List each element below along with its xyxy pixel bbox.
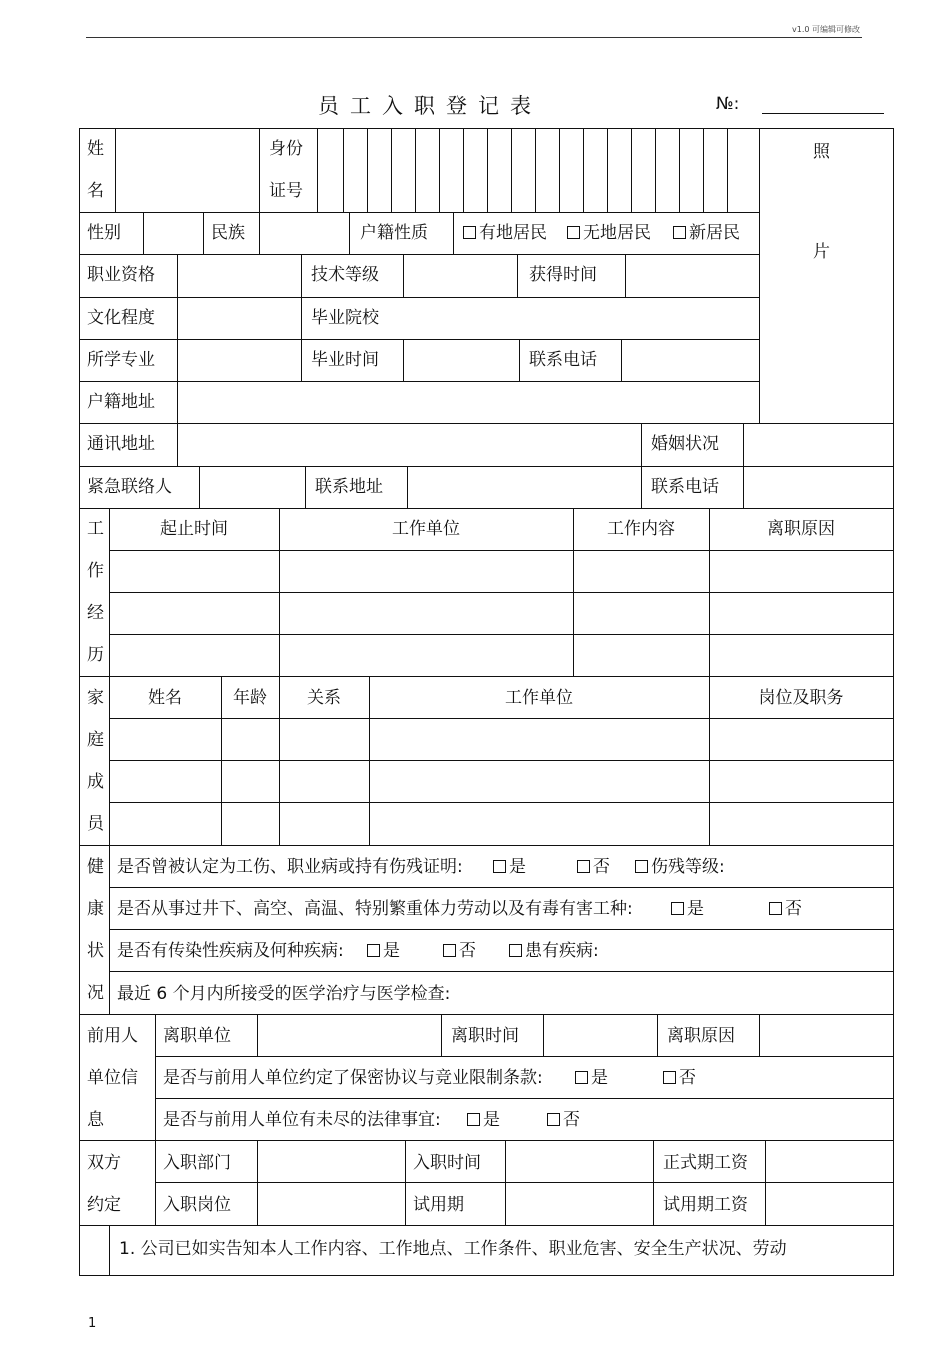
checkbox-icon[interactable] <box>467 1113 480 1126</box>
version-label: v1.0 可编辑可修改 <box>792 25 860 34</box>
rule <box>79 212 759 213</box>
rule <box>305 466 306 508</box>
rule <box>115 128 116 212</box>
family-header-name: 姓名 <box>148 688 182 708</box>
option-label: 患有疾病: <box>525 941 599 961</box>
rule <box>317 128 318 212</box>
emergency-contact-label: 紧急联络人 <box>87 477 172 497</box>
rule <box>517 254 518 297</box>
rule <box>403 339 404 381</box>
rule <box>367 128 368 212</box>
rule <box>109 634 894 635</box>
rule <box>259 212 260 254</box>
clause-1: 1. 公司已如实告知本人工作内容、工作地点、工作条件、职业危害、安全生产状况、劳动 <box>119 1239 787 1259</box>
name-label-1: 姓 <box>87 139 104 159</box>
rule <box>259 128 260 212</box>
family-header-company: 工作单位 <box>505 688 573 708</box>
checkbox-icon[interactable] <box>663 1071 676 1084</box>
prev-side-3: 息 <box>87 1110 104 1130</box>
option-label: 是 <box>687 899 704 919</box>
health-q3: 是否有传染性疾病及何种疾病: <box>117 941 344 961</box>
rule <box>79 254 759 255</box>
mail-address-label: 通讯地址 <box>87 434 155 454</box>
header-rule <box>86 37 862 38</box>
contact-address-label: 联系地址 <box>315 477 383 497</box>
option-label: 否 <box>459 941 476 961</box>
rule <box>79 466 894 467</box>
rule <box>511 128 512 212</box>
option-label: 否 <box>593 857 610 877</box>
regular-salary-label: 正式期工资 <box>663 1153 748 1173</box>
rule <box>109 929 894 930</box>
rule <box>109 550 894 551</box>
education-label: 文化程度 <box>87 308 155 328</box>
rule <box>727 128 728 212</box>
rule <box>703 128 704 212</box>
rule <box>155 1098 894 1099</box>
prev-q2-yes[interactable] <box>467 1110 500 1130</box>
rule <box>343 128 344 212</box>
rule <box>109 592 894 593</box>
rule <box>655 128 656 212</box>
school-label: 毕业院校 <box>311 308 379 328</box>
photo-label-1: 照 <box>813 142 830 162</box>
registration-form <box>79 128 894 1276</box>
work-side-3: 经 <box>87 603 104 623</box>
hukou-type-label: 户籍性质 <box>360 223 428 243</box>
id-card-label-1: 身份 <box>269 139 303 159</box>
checkbox-icon[interactable] <box>635 860 648 873</box>
option-label: 否 <box>563 1110 580 1130</box>
rule <box>625 254 626 297</box>
hukou-option-label: 新居民 <box>689 223 740 243</box>
gender-label: 性别 <box>87 223 121 243</box>
rule <box>79 381 759 382</box>
id-card-label-2: 证号 <box>269 181 303 201</box>
position-label: 入职岗位 <box>163 1195 231 1215</box>
rule <box>109 845 110 1014</box>
leave-reason-label: 离职原因 <box>667 1026 735 1046</box>
prev-q1: 是否与前用人单位约定了保密协议与竞业限制条款: <box>163 1068 543 1088</box>
checkbox-icon[interactable] <box>673 226 686 239</box>
rule <box>583 128 584 212</box>
rule <box>453 212 454 254</box>
rule <box>79 297 759 298</box>
rule <box>109 760 894 761</box>
rule <box>403 254 404 297</box>
rule <box>79 845 894 846</box>
agreement-side-2: 约定 <box>87 1195 121 1215</box>
rule <box>463 128 464 212</box>
health-q1: 是否曾被认定为工伤、职业病或持有伤残证明: <box>117 857 463 877</box>
family-side-1: 家 <box>87 688 104 708</box>
health-q3-yes[interactable] <box>367 941 400 961</box>
rule <box>631 128 632 212</box>
health-q4: 最近 6 个月内所接受的医学治疗与医学检查: <box>117 984 451 1004</box>
rule <box>203 212 204 254</box>
option-label: 伤残等级: <box>651 857 725 877</box>
hukou-option-label: 无地居民 <box>583 223 651 243</box>
prev-q1-no[interactable] <box>663 1068 696 1088</box>
work-header-period: 起止时间 <box>160 519 228 539</box>
checkbox-icon[interactable] <box>671 902 684 915</box>
name-label-2: 名 <box>87 181 104 201</box>
number-label: №: <box>716 94 740 114</box>
health-q2: 是否从事过井下、高空、高温、特别繁重体力劳动以及有毒有害工种: <box>117 899 633 919</box>
family-header-age: 年龄 <box>233 688 267 708</box>
rule <box>759 1014 760 1056</box>
tech-level-label: 技术等级 <box>311 265 379 285</box>
rule <box>109 718 894 719</box>
rule <box>155 1182 894 1183</box>
hukou-address-label: 户籍地址 <box>87 392 155 412</box>
major-label: 所学专业 <box>87 350 155 370</box>
rule <box>79 423 894 424</box>
rule <box>79 676 894 677</box>
rule <box>391 128 392 212</box>
checkbox-icon[interactable] <box>567 226 580 239</box>
hukou-option-3[interactable] <box>673 223 740 243</box>
family-side-4: 员 <box>87 814 104 834</box>
rule <box>79 1140 894 1141</box>
prev-side-1: 前用人 <box>87 1026 138 1046</box>
rule <box>679 128 680 212</box>
work-header-company: 工作单位 <box>392 519 460 539</box>
rule <box>519 339 520 381</box>
rule <box>155 1140 156 1225</box>
rule <box>657 1014 658 1056</box>
agreement-side-1: 双方 <box>87 1153 121 1173</box>
border-bottom <box>79 1275 894 1276</box>
family-side-2: 庭 <box>87 730 104 750</box>
rule <box>487 128 488 212</box>
rule <box>607 128 608 212</box>
obtain-time-label: 获得时间 <box>529 265 597 285</box>
rule <box>177 254 178 423</box>
family-side-3: 成 <box>87 772 104 792</box>
checkbox-icon[interactable] <box>493 860 506 873</box>
checkbox-icon[interactable] <box>575 1071 588 1084</box>
rule <box>543 1014 544 1056</box>
rule <box>621 339 622 381</box>
probation-label: 试用期 <box>413 1195 464 1215</box>
grad-time-label: 毕业时间 <box>311 350 379 370</box>
ethnicity-label: 民族 <box>211 223 245 243</box>
rule <box>405 1140 406 1225</box>
rule <box>199 466 200 508</box>
option-label: 是 <box>509 857 526 877</box>
entry-time-label: 入职时间 <box>413 1153 481 1173</box>
number-field[interactable] <box>762 113 884 114</box>
rule <box>765 1140 766 1225</box>
rule <box>349 212 350 254</box>
rule <box>441 1014 442 1056</box>
health-q2-yes[interactable] <box>671 899 704 919</box>
hukou-option-1[interactable] <box>463 223 547 243</box>
health-side-2: 康 <box>87 899 104 919</box>
rule <box>177 423 178 466</box>
checkbox-icon[interactable] <box>463 226 476 239</box>
rule <box>109 508 110 845</box>
rule <box>743 423 744 508</box>
rule <box>79 1225 894 1226</box>
marital-label: 婚姻状况 <box>651 434 719 454</box>
form-title: 员工入职登记表 <box>318 94 542 118</box>
work-header-content: 工作内容 <box>607 519 675 539</box>
rule <box>79 339 759 340</box>
rule <box>257 1140 258 1225</box>
hukou-option-2[interactable] <box>567 223 651 243</box>
prev-side-2: 单位信 <box>87 1068 138 1088</box>
rule <box>505 1140 506 1225</box>
health-side-1: 健 <box>87 857 104 877</box>
contact-phone-label: 联系电话 <box>651 477 719 497</box>
prev-q2: 是否与前用人单位有未尽的法律事宜: <box>163 1110 441 1130</box>
rule <box>653 1140 654 1225</box>
rule <box>641 423 642 508</box>
qualification-label: 职业资格 <box>87 265 155 285</box>
leave-time-label: 离职时间 <box>451 1026 519 1046</box>
health-q1-no[interactable] <box>577 857 610 877</box>
option-label: 是 <box>383 941 400 961</box>
health-side-4: 况 <box>87 983 104 1003</box>
rule <box>109 802 894 803</box>
family-header-relation: 关系 <box>307 688 341 708</box>
family-header-position: 岗位及职务 <box>758 688 844 708</box>
rule <box>143 212 144 254</box>
health-q1-level[interactable] <box>635 857 725 877</box>
rule <box>559 128 560 212</box>
work-side-1: 工 <box>87 519 104 539</box>
rule <box>79 508 894 509</box>
work-header-reason: 离职原因 <box>767 519 835 539</box>
rule <box>257 1014 258 1056</box>
health-q2-no[interactable] <box>769 899 802 919</box>
rule <box>79 1014 894 1015</box>
health-q3-no[interactable] <box>443 941 476 961</box>
rule <box>155 1056 894 1057</box>
checkbox-icon[interactable] <box>577 860 590 873</box>
border-left <box>79 128 80 1276</box>
rule <box>415 128 416 212</box>
rule <box>109 1225 110 1276</box>
health-q3-ill[interactable] <box>509 941 599 961</box>
work-side-4: 历 <box>87 645 104 665</box>
page-number: 1 <box>88 1316 97 1331</box>
rule <box>155 1014 156 1140</box>
checkbox-icon[interactable] <box>769 902 782 915</box>
rule <box>301 254 302 381</box>
option-label: 否 <box>679 1068 696 1088</box>
hukou-option-label: 有地居民 <box>479 223 547 243</box>
prev-q1-yes[interactable] <box>575 1068 608 1088</box>
option-label: 是 <box>483 1110 500 1130</box>
health-q1-yes[interactable] <box>493 857 526 877</box>
health-side-3: 状 <box>87 941 104 961</box>
checkbox-icon[interactable] <box>547 1113 560 1126</box>
dept-label: 入职部门 <box>163 1153 231 1173</box>
checkbox-icon[interactable] <box>367 944 380 957</box>
rule <box>535 128 536 212</box>
rule <box>109 887 894 888</box>
photo-label-2: 片 <box>813 242 830 262</box>
rule <box>439 128 440 212</box>
rule <box>109 971 894 972</box>
leave-unit-label: 离职单位 <box>163 1026 231 1046</box>
checkbox-icon[interactable] <box>509 944 522 957</box>
work-side-2: 作 <box>87 561 104 581</box>
phone-label: 联系电话 <box>529 350 597 370</box>
option-label: 是 <box>591 1068 608 1088</box>
photo-divider <box>759 128 760 423</box>
option-label: 否 <box>785 899 802 919</box>
checkbox-icon[interactable] <box>443 944 456 957</box>
prev-q2-no[interactable] <box>547 1110 580 1130</box>
rule <box>407 466 408 508</box>
border-right <box>893 128 894 1276</box>
probation-salary-label: 试用期工资 <box>663 1195 748 1215</box>
